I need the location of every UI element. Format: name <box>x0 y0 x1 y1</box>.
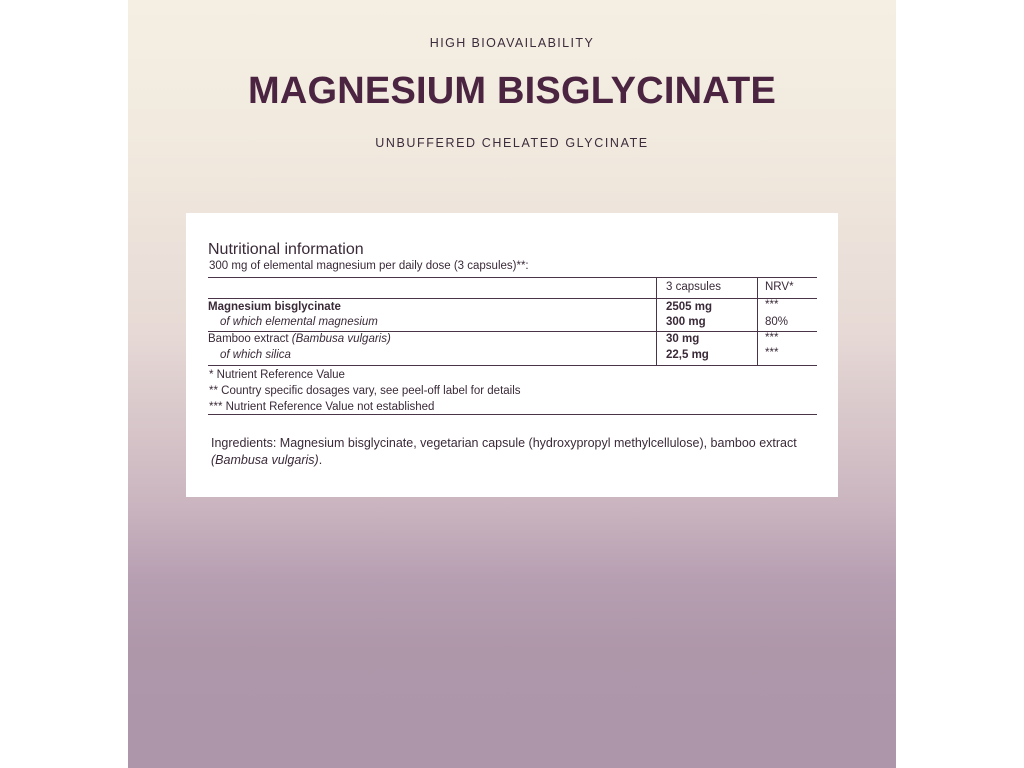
column-header-amount: 3 capsules <box>666 281 721 293</box>
row-amount: 300 mg <box>666 316 706 328</box>
row-amount: 30 mg <box>666 333 700 345</box>
column-divider <box>757 332 758 365</box>
row-name <box>208 333 391 345</box>
nutrition-card <box>186 213 838 497</box>
product-panel <box>128 0 896 768</box>
ingredients-end: . <box>318 453 323 467</box>
row-name: of which silica <box>220 349 291 361</box>
eyebrow-text: HIGH BIOAVAILABILITY <box>429 36 595 50</box>
column-divider <box>757 299 758 331</box>
table-row <box>208 299 817 332</box>
ingredients-latin: (Bambusa vulgaris) <box>211 453 319 467</box>
row-nrv: *** <box>765 299 779 311</box>
product-subtitle: UNBUFFERED CHELATED GLYCINATE <box>375 136 649 150</box>
nutrition-title: Nutritional information <box>208 241 364 258</box>
footnote: * Nutrient Reference Value <box>209 369 345 381</box>
divider <box>208 414 817 415</box>
column-divider <box>757 278 758 298</box>
row-name-text: Bamboo extract <box>208 333 289 345</box>
row-nrv: *** <box>765 347 779 359</box>
row-amount: 2505 mg <box>666 301 713 313</box>
column-header-nrv: NRV* <box>765 281 794 293</box>
column-divider <box>656 332 657 365</box>
product-title: MAGNESIUM BISGLYCINATE <box>248 70 776 112</box>
nutrition-table <box>208 277 817 366</box>
row-name: Magnesium bisglycinate <box>208 301 341 313</box>
ingredients-body: Ingredients: Magnesium bisglycinate, vegetarian capsule (hydroxypropyl methylcellulose), bamboo extract <box>211 436 797 450</box>
row-nrv: *** <box>765 332 779 344</box>
row-name-latin: (Bambusa vulgaris) <box>291 333 391 345</box>
ingredients-text <box>211 435 821 469</box>
column-divider <box>656 278 657 298</box>
row-name: of which elemental magnesium <box>220 316 378 328</box>
table-header-row <box>208 277 817 299</box>
table-row <box>208 332 817 366</box>
footnotes <box>209 367 521 415</box>
row-amount: 22,5 mg <box>666 349 709 361</box>
footnote: ** Country specific dosages vary, see peel-off label for details <box>209 385 521 397</box>
column-divider <box>656 299 657 331</box>
nutrition-subtitle: 300 mg of elemental magnesium per daily dose (3 capsules)**: <box>209 260 529 272</box>
footnote: *** Nutrient Reference Value not established <box>209 401 435 413</box>
row-nrv: 80% <box>765 316 789 328</box>
